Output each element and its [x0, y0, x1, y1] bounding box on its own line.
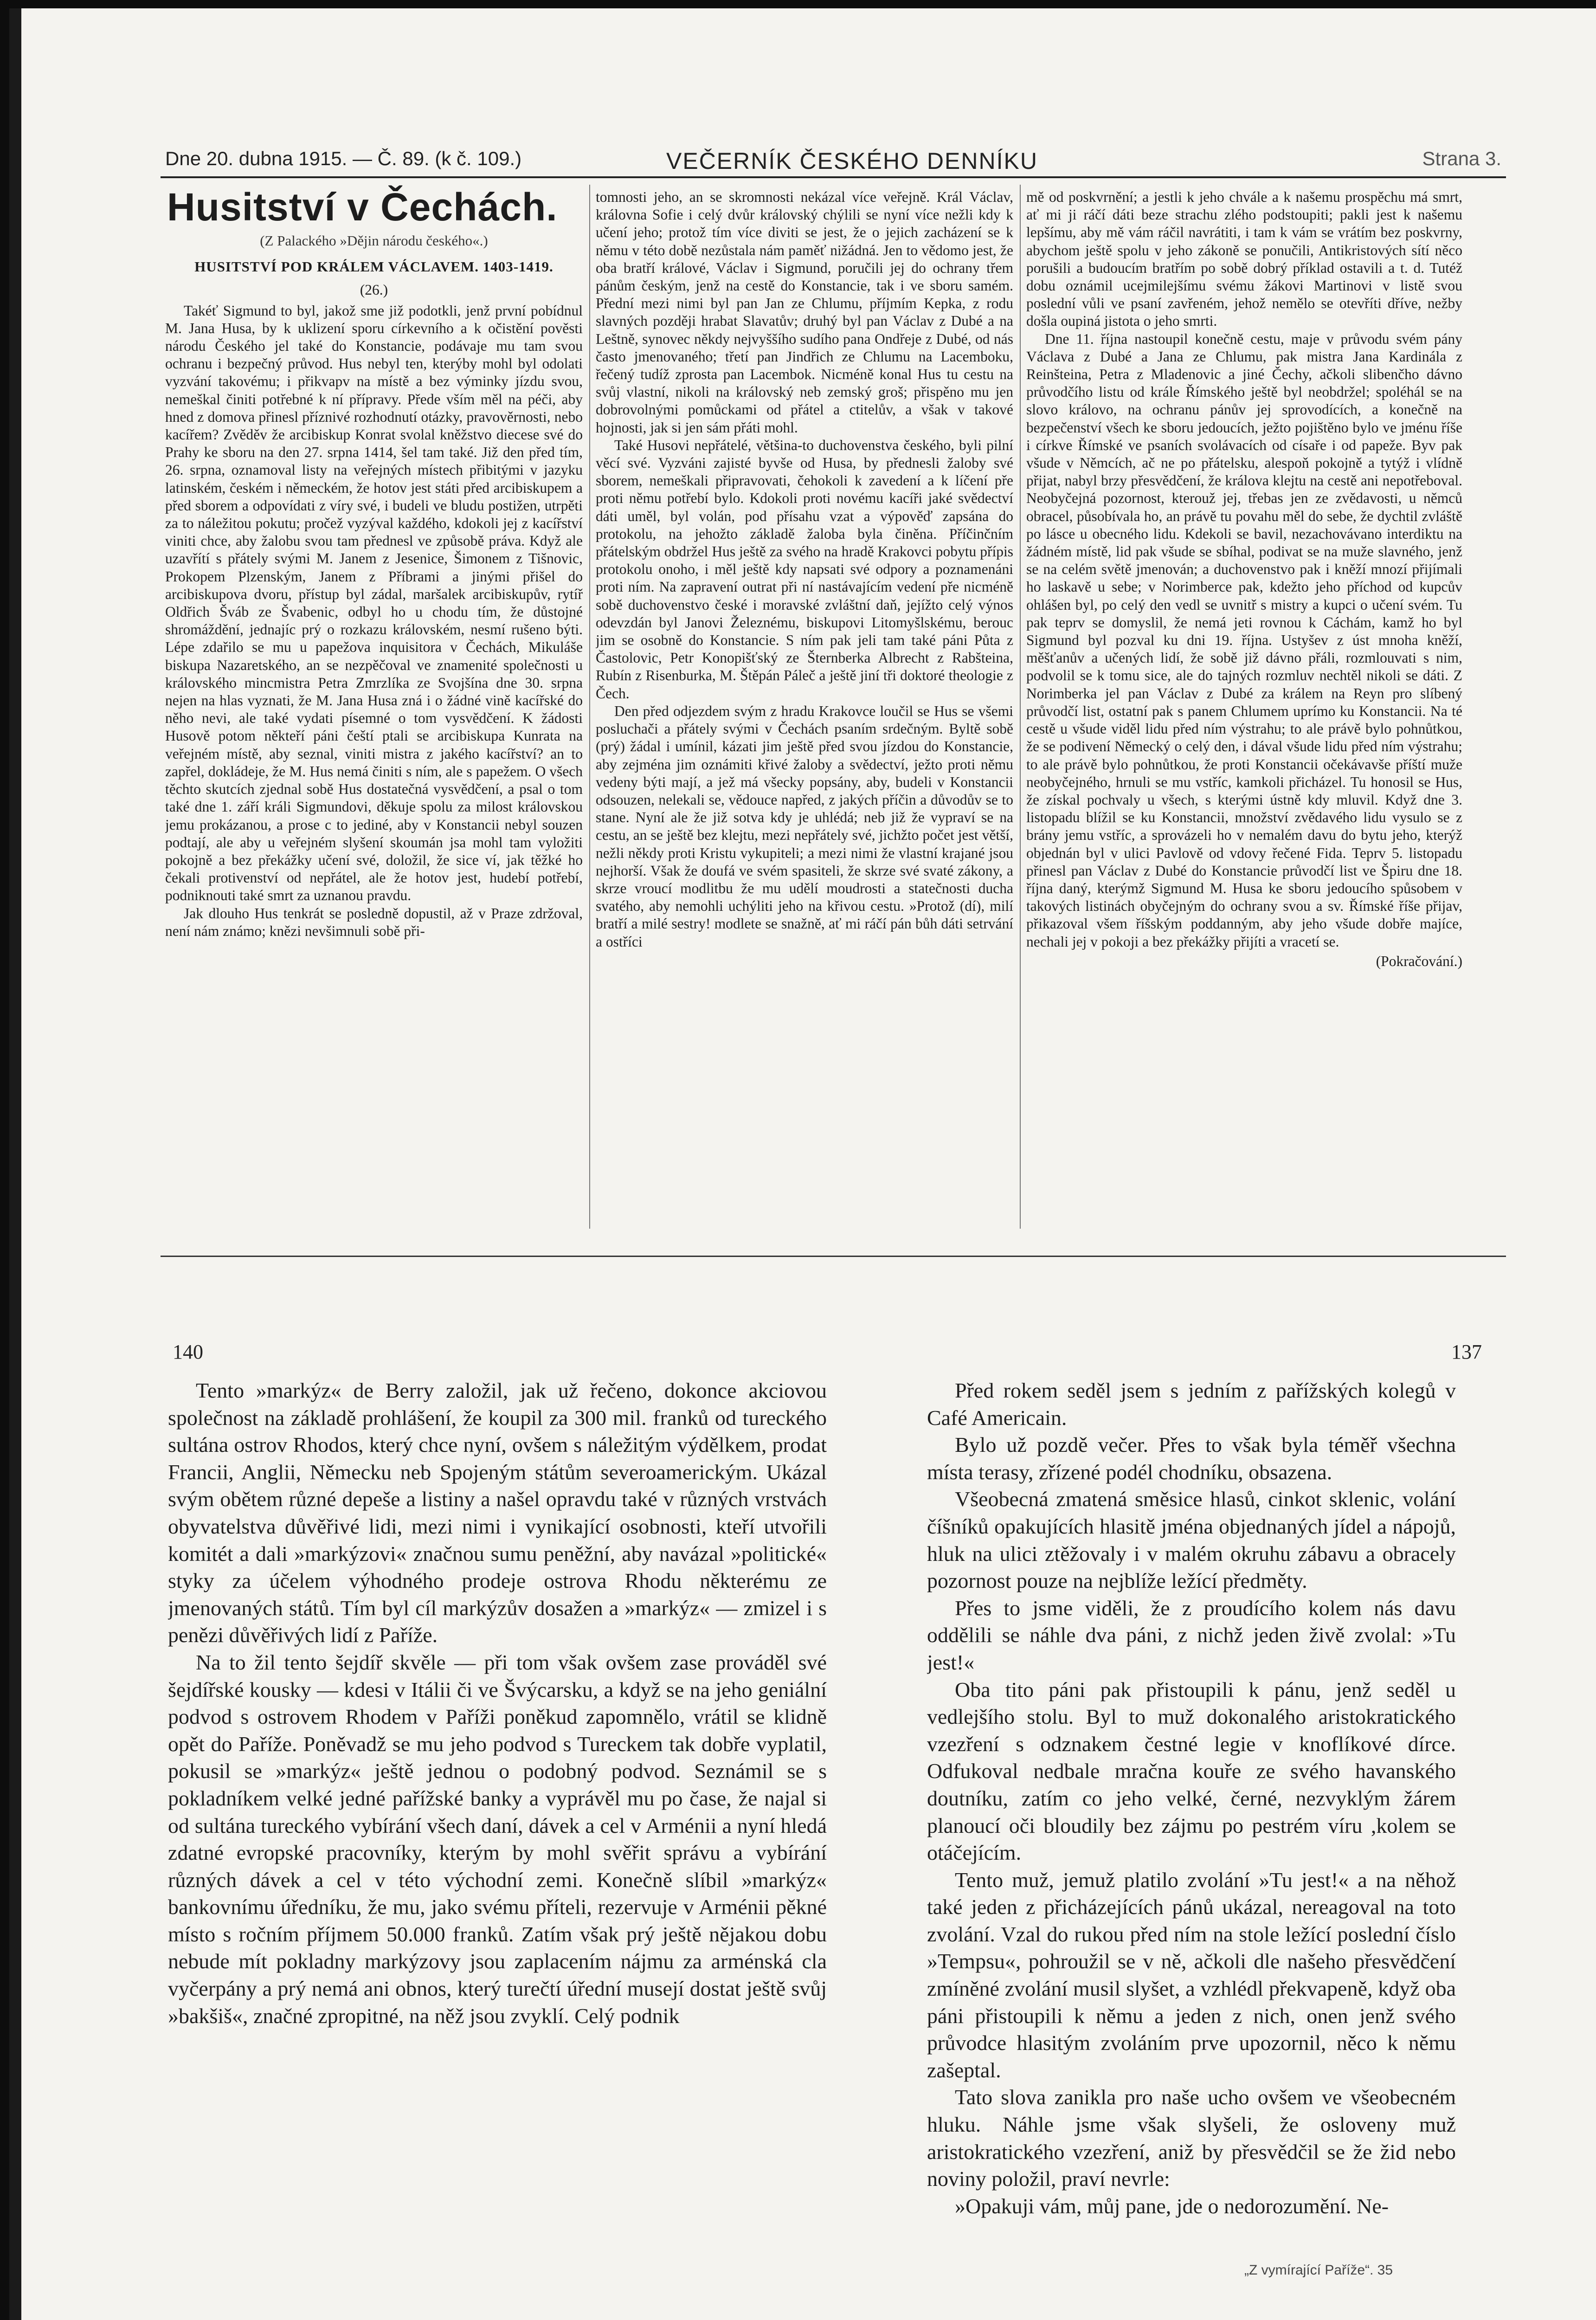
paragraph: Před rokem seděl jsem s jedním z pařížských kolegů v Café Americain. — [927, 1379, 1456, 1430]
paragraph: Takéť Sigmund to byl, jakož sme již podotkli, jenž první pobídnul M. Jana Husa, by k uklizení sporu církevního a k očistění pověsti národu Českého jel také do Konstancie, podávaje mu tam svou ochranu i bezpečný průvod. Hus nebyl ten, kterýby mohl byl odolati vyzvání takovému; i přikvapv na místě a bez výminky jízdu svou, nemeškal činiti potřebné k ní přípravy. Přede vším měl na péči, aby hned z domova přinesl příznivé rozhodnutí otázky, pravověrnosti, nebo kacířem? Zvěděv že arcibiskup Konrat svolal kněžstvo diecese své do Prahy ke sboru na den 27. srpna 1414, šel tam také. Již den před tím, 26. srpna, oznamoval listy na veřejných místech přibitými v jazyku latinském, českém i německém, že hotov jest státi před arcibiskupem a před sborem a odpovídati z víry své, i budeli ve bludu postižen, utrpěti za to náležitou pokutu; pročež vyzýval každého, kdokoli jej z kacířství viniti chce, aby žalobu svou tam přednesl ve způsobě práva. Když ale uzavřítí s přátely svými M. Janem z Jesenice, Šimonem z Tišnovic, Prokopem Plzenským, Janem z Příbrami a jinými přišel do arcibiskupova dvoru, přístup byl zádal, maršalek arcibiskupův, rytíř Oldřich Šváb ze Švabenic, odbyl ho u chodu tím, že důstojné shromáždění, jednajíc prý o rozkazu královském, nesmí rušeno býti. Lépe zdařilo se mu u papežova inquisitora v Čechách, Mikuláše biskupa Nazaretského, an se nezpěčoval ve znamenité společnosti u královského mincmistra Petra Zmrzlíka ze Svojšína dne 30. srpna nejen na hlas vyznati, že M. Jana Husa zná i o žádné vině kacířské do něho nevi, ale také vydati písemné o tom vysvědčení. K žádosti Husově potom někteří páni čeští ptali se arcibiskupa Kunrata na veřejném místě, aby seznal, viniti mistra z jakého kacířství? an to zapřel, dokládeje, že M. Hus nemá činiti s ním, ale s papežem. O všech těchto skutcích zjednal sobě Hus dostatečná vysvědčení, a psal o tom také dne 1. září králi Sigmundovi, děkuje spolu za milost královskou jemu prokázanou, a prose c to jediné, aby v Konstancii nebyl souzen podtají, ale aby u veřejném slyšení skoumán jsa mohl tam vyložiti pokojně a bez překážky učení své, doložil, že sice ví, jak těžké ho čekali protivenství od nepřátel, ale že hotov jest, hudebí potřebí, podniknouti také smrt za uznanou pravdu. — [165, 302, 583, 904]
issue-date: Dne 20. dubna 1915. — Č. 89. (k č. 109.) — [165, 148, 522, 169]
paragraph: Tato slova zanikla pro naše ucho ovšem ve všeobecném hluku. Náhle jsme však slyšeli, že osloveny muž aristokratického vzezření, aniž by přesvědčil se že žid nebo noviny položil, praví nevrle: — [927, 2085, 1456, 2191]
book-page-left — [168, 1377, 827, 2287]
paragraph: Dne 11. října nastoupil konečně cestu, maje v průvodu svém pány Václava z Dubé a Jana ze Chlumu, pak mistra Jana Kardinála z Reinšteina, Petra z Mladenovic a jiné Čechy, ačkoli slibenčho dávno průvodčího listu od krále Římského ještě byl neobdržel; spoléhál se na slovo královo, na ochranu pánův jej sprovodících, a konečně na bezpečenství všech ke sboru jedoucích, ježto pojištěno bylo ve jménu říše i církve Římské ve psaních svolávacích od císaře i od papeže. Byv pak všude v Němcích, ač ne po přátelsku, alespoň pokojně a tytýž i vlídně přijat, nabyl brzy přesvědčení, že králova klejtu na cestě ani nepotřeboval. Neobyčejná pozornost, kterouž jej, třebas jen ze zvědavosti, u němců obracel, působívala ho, an právě tu povahu měl do sebe, že dychtil zvláště po lásce u obecného lidu. Kdekoli se bavil, nezachovávano interdiktu na žádném místě, lid pak všude se sbíhal, podivat se na muže slavného, jenž se na celém světě jmenován; a duchovenstvo pak i kněží mnozí přijímali ho laskavě u sebe; v Norimberce pak, kdežto jeho příchod od kupcův ohlášen byl, po celý den vedl se uvnitř s mistry a kupci o učení svém. Tu pak teprv se domyslil, že nemá jeti rovnou k Cáchám, kamž ho byl Sigmund byl pozval ku dni 19. října. Ustyšev z úst mnoha kněží, měšťanův a učených lidí, že sobě již dávno přáli, rozmlouvati s nim, podvolil se k tomu sice, ale do tajných rozmluv nechtěl nikoli se dáti. Z Norimberka jel pan Václav z Dubé za králem na Reyn pro slíbený průvodčí list, ostatní pak s panem Chlumem uprímo ku Konstancii. Na té cestě u všude viděl lidu před ním výstrahu; to ale právě bylo pohnůtkou, že se podivení Německý o celý den, i dával všude lidu před ním výstrahu; to ale právě bylo pohnůtkou, že proti Konstancii očekávavše příští muže neobyčejného, hrnuli se mu vstříc, kamkoli přicházel. Tu honosil se Hus, že získal pochvaly u všech, s kterými ústně kdy mluvil. Když dne 3. listopadu blížil se ku Konstancii, množství zvědavého lidu vysulo se z brány jemu vstříc, a sprovázeli ho v nemalém davu do bytu jeho, kterýž objednán byl v ulici Pavlově od vdovy řečené Fida. Teprv 5. listopadu přinesl pan Václav z Dubé do Konstancie průvodčí list ve Špiru dne 18. října daný, kterýmž Sigmund M. Husa ke sboru jedoucího spůsobem v takových listinách obyčejným do ochrany svou a sv. Římské říše přijav, přikazoval všem říšským poddanným, aby jeho všude dobře majíce, nechali jej v pokoji a bez překážky přijíti a vracetí se. — [1026, 330, 1462, 950]
page-label: Strana 3. — [1422, 148, 1501, 169]
paragraph: tomnosti jeho, an se skromnosti nekázal více veřejně. Král Václav, královna Sofie i celý dvůr královský chýlili se nyní více nežli kdy k učení jeho; protož tím více diviti se jest, že o jejich zacházení se k němu v této době nezůstala nám paměť nižádná. Jen to vědomo jest, že oba bratří králové, Václav i Sigmund, poručili jej do ochrany třem pánům českým, jenž na cestě do Konstancie, tak i ve sboru samém. Přední mezi nimi byl pan Jan ze Chlumu, příjmím Kepka, z rodu slavných později hrabat Slavatův; druhý byl pan Václav z Dubé a na Leštně, synovec někdy nejvyššího sudího pana Ondřeje z Dubé, od nás často jmenovaného; třetí pan Jindřich ze Chlumu na Lacemboku, řečený tudíž zprosta pan Lacembok. Nicméně konal Hus tu cestu na svůj vlastní, nikoli na královský neb zemský groš; přispěno mu jen dobrovolnými pomůckami od přátel a ctitelův, a však v takové hojnosti, jak si jen sám přáti mohl. — [596, 189, 1013, 436]
article-column-3 — [1026, 188, 1462, 1265]
book-footnote: „Z vymírající Paříže“. 35 — [1244, 2262, 1393, 2278]
paragraph: Oba tito páni pak přistoupili k pánu, jenž seděl u vedlejšího stolu. Byl to muž dokonalého aristokratického vzezření s odznakem čestné legie v knoflíkové dírce. Odfukoval nedbale mračna kouře ze svého havanského doutníku, zatím co jeho velké, černé, nezvyklým žárem planoucí oči bloudily bez zájmu po pestrém víru ,kolem se otáčejícím. — [927, 1677, 1456, 1865]
article-subtitle: (Z Palackého »Dějin národu českého«.) — [260, 232, 488, 249]
paragraph: Bylo už pozdě večer. Přes to však byla téměř všechna místa terasy, zřízené podél chodníku, obsazena. — [927, 1433, 1456, 1484]
paragraph: mě od poskvrnění; a jestli k jeho chvále a k našemu prospěchu má smrt, ať mi ji ráčí dáti beze strachu zlého podstoupiti; pakli jest k našemu lepšímu, aby mě vám ráčil navrátiti, i tam k vám se vrátím bez poskvrny, abychom ještě spolu v jeho zákoně se ponučili, Antikristových sítí něco porušili a budoucím bratřím po sobě dobrý příklad ostavili a t. d. Tutéž dobu oznámil ucejmilejšímu svému žákovi Martinovi v listě svou poslední vůli ve psaní zavřeném, jehož nemělo se otevříti dříve, nežby došla oupiná jistota o jeho smrti. — [1026, 189, 1462, 329]
book-page-number-left: 140 — [173, 1340, 203, 1363]
paragraph: Tento »markýz« de Berry založil, jak už řečeno, dokonce akciovou společnost na základě prohlášení, že koupil za 300 mil. franků od tureckého sultána ostrov Rhodos, který chce nyní, ovšem s náležitým výdělkem, prodat Francii, Anglii, Německu neb Spojeným státům severoamerickým. Ukázal svým obětem různé depeše a listiny a našel opravdu také v různých vrstvách obyvatelstva důvěřivé lidi, mezi nimi i vynikající osobnosti, kteří utvořili komitét a dali »markýzovi« značnou sumu peněžní, aby navázal »politické« styky za účelem výhodného prodeje ostrova Rhodu některému ze jmenovaných států. Tím byl cíl markýzův dosažen a »markýz« — zmizel i s penězi důvěřivých lidí z Paříže. — [168, 1379, 827, 1647]
paragraph: Všeobecná zmatená směsice hlasů, cinkot sklenic, volání číšníků opakujících hlasitě jména objednaných jídel a nápojů, hluk na ulici ztěžovaly i v malém okruhu zábavu a obracely pozornost pouze na nejblíže ležící předměty. — [927, 1487, 1456, 1593]
paragraph: Den před odjezdem svým z hradu Krakovce loučil se Hus se všemi posluchači a přátely svými v Čechách psaním srdečným. Byltě sobě (prý) žádal i umínil, kázati jim ještě před svou jízdou do Konstancie, aby zejména jim oznámiti křivé žaloby a svědectví, ježto proti němu vedeny býti mají, a jež má všecky popsány, aby, budeli v Konstancii odsouzen, nelekali se, vědouce napřed, z jakých příčin a důvodův se to stane. Nyní ale že již sotva kdy je uhlédá; neb již že vypraví se na cestu, an se ještě bez klejtu, mezi nepřátely své, jichžto počet jest větší, nežli někdy proti Kristu vykupiteli; a mezi nimi že vlastní krajané jsou nejhorší. Však že doufá ve svém spasiteli, že skrze své svaté zákony, a skrze vroucí modlitbu že mu udělí moudrosti a statečnosti ducha svatého, aby nemohli uchýliti jeho na křivou cestu. »Protož (dí), milí bratří a milé sestry! modlete se snažně, ať mi ráčí pán bůh dáti setrvání a ostříci — [596, 702, 1013, 950]
book-page-right — [927, 1377, 1456, 2287]
paragraph: »Opakuji vám, můj pane, jde o nedorozumění. Ne- — [955, 2194, 1389, 2218]
paragraph: Jak dlouho Hus tenkrát se posledně dopustil, až v Praze zdržoval, není nám známo; knězi nevšimnuli sobě při- — [165, 905, 583, 939]
column-divider — [589, 185, 590, 1229]
book-page-number-right: 137 — [1451, 1340, 1482, 1363]
article-column-2 — [596, 188, 1013, 1265]
article-column-1 — [165, 185, 583, 1261]
paragraph: Přes to jsme viděli, že z proudícího kolem nás davu oddělili se náhle dva páni, z nichž jeden živě zvolal: »Tu jest!« — [927, 1596, 1456, 1674]
paragraph: Tento muž, jemuž platilo zvolání »Tu jest!« a na něhož také jeden z přicházejících pánů ukázal, nereagoval na toto zvolání. Vzal do rukou před ním na stole ležící poslední číslo »Tempsu«, pohroužil se v ně, ačkoli dle našeho přesvědčení zmíněné zvolání musil slyšet, a vzhlédl překvapeně, když oba páni přistoupili k němu a jeden z nich, onen jenž svého průvodce hlasitým zvoláním prve upozornil, něco k němu zašeptal. — [927, 1868, 1456, 2082]
paragraph: Také Husovi nepřátelé, většina-to duchovenstva českého, byli pilní věcí své. Vyzváni zajisté byvše od Husa, by přednesli žaloby své sborem, nemeškali připravovati, čehokoli k zavedení a k líčení pře proti němu potřebí bylo. Kdokoli proti novému kacíři jaké svědectví dáti uměl, byl volán, pod přísahu vzat a výpověď zapsána do protokolu, na jehožto základě žaloba byla činěna. Příčinčním přátelským obdržel Hus ještě za svého na hradě Krakovci pobytu přípis protokolu onoho, i měl ještě kdy napsati své odpory a poznamenáni proti ním. Na zapravení outrat při ní nastávajícím vedení pře nicméně sobě duchovenstvo české i moravské zvláštní daň, jejížto celý výnos odevzdán byl Janovi Železnému, biskupovi Litomyšlskému, berouc jim se osobně do Konstancie. S ním pak jeli tam také páni Půta z Častolovic, Petr Konopišťský ze Šternberka Albrecht z Rabšteina, Rubín z Risenburka, M. Štěpán Páleč a ještě jiní tři doktoré theologie z Čech. — [596, 437, 1013, 702]
page-sheet — [9, 8, 1596, 2320]
article-title: Husitství v Čechách. — [167, 185, 558, 229]
header-rule — [161, 176, 1506, 178]
article-part-number: (26.) — [360, 282, 388, 298]
newspaper-bottom-rule — [161, 1256, 1506, 1257]
column-divider — [1020, 185, 1021, 1229]
masthead: VEČERNÍK ČESKÉHO DENNÍKU — [666, 148, 1038, 174]
paragraph: Na to žil tento šejdíř skvěle — při tom však ovšem zase prováděl své šejdířské kousky — kdesi v Itálii či ve Švýcarsku, a když se na jeho geniální podvod s ostrovem Rhodem v Paříži poněkud zapomnělo, vrátil se klidně opět do Paříže. Poněvadž se mu jeho podvod s Tureckem tak dobře vyplatil, pokusil se »markýz« ještě jednou o podobný podvod. Seznámil se s pokladníkem velké jedné pařížské banky a vyprávěl mu po čase, že najal si od sultána tureckého vybírání všech daní, dávek a cel v Arménii a nyní hledá zdatné evropské pracovníky, kterým by mohl svěřit správu a vybírání různých dávek a cel v této východní zemi. Konečně slíbil »markýz« bankovnímu úředníku, že mu, jako svému příteli, rezervuje v Arménii pěkné místo s ročním příjmem 50.000 franků. Zatím však prý ještě nějakou dobu nebude mít pokladny markýzovy jsou zaplacením nájmu za arménská cla vyčerpány a prý nemá ani obnos, který turečtí úřední musejí dostat ještě svůj »bakšiš«, značné zpropitné, na něž jsou zvyklí. Celý podnik — [168, 1650, 827, 2028]
newspaper-header — [161, 148, 1506, 175]
article-section-heading: HUSITSTVÍ POD KRÁLEM VÁCLAVEM. 1403-1419. — [194, 258, 553, 275]
continued-note: (Pokračování.) — [1376, 953, 1462, 969]
